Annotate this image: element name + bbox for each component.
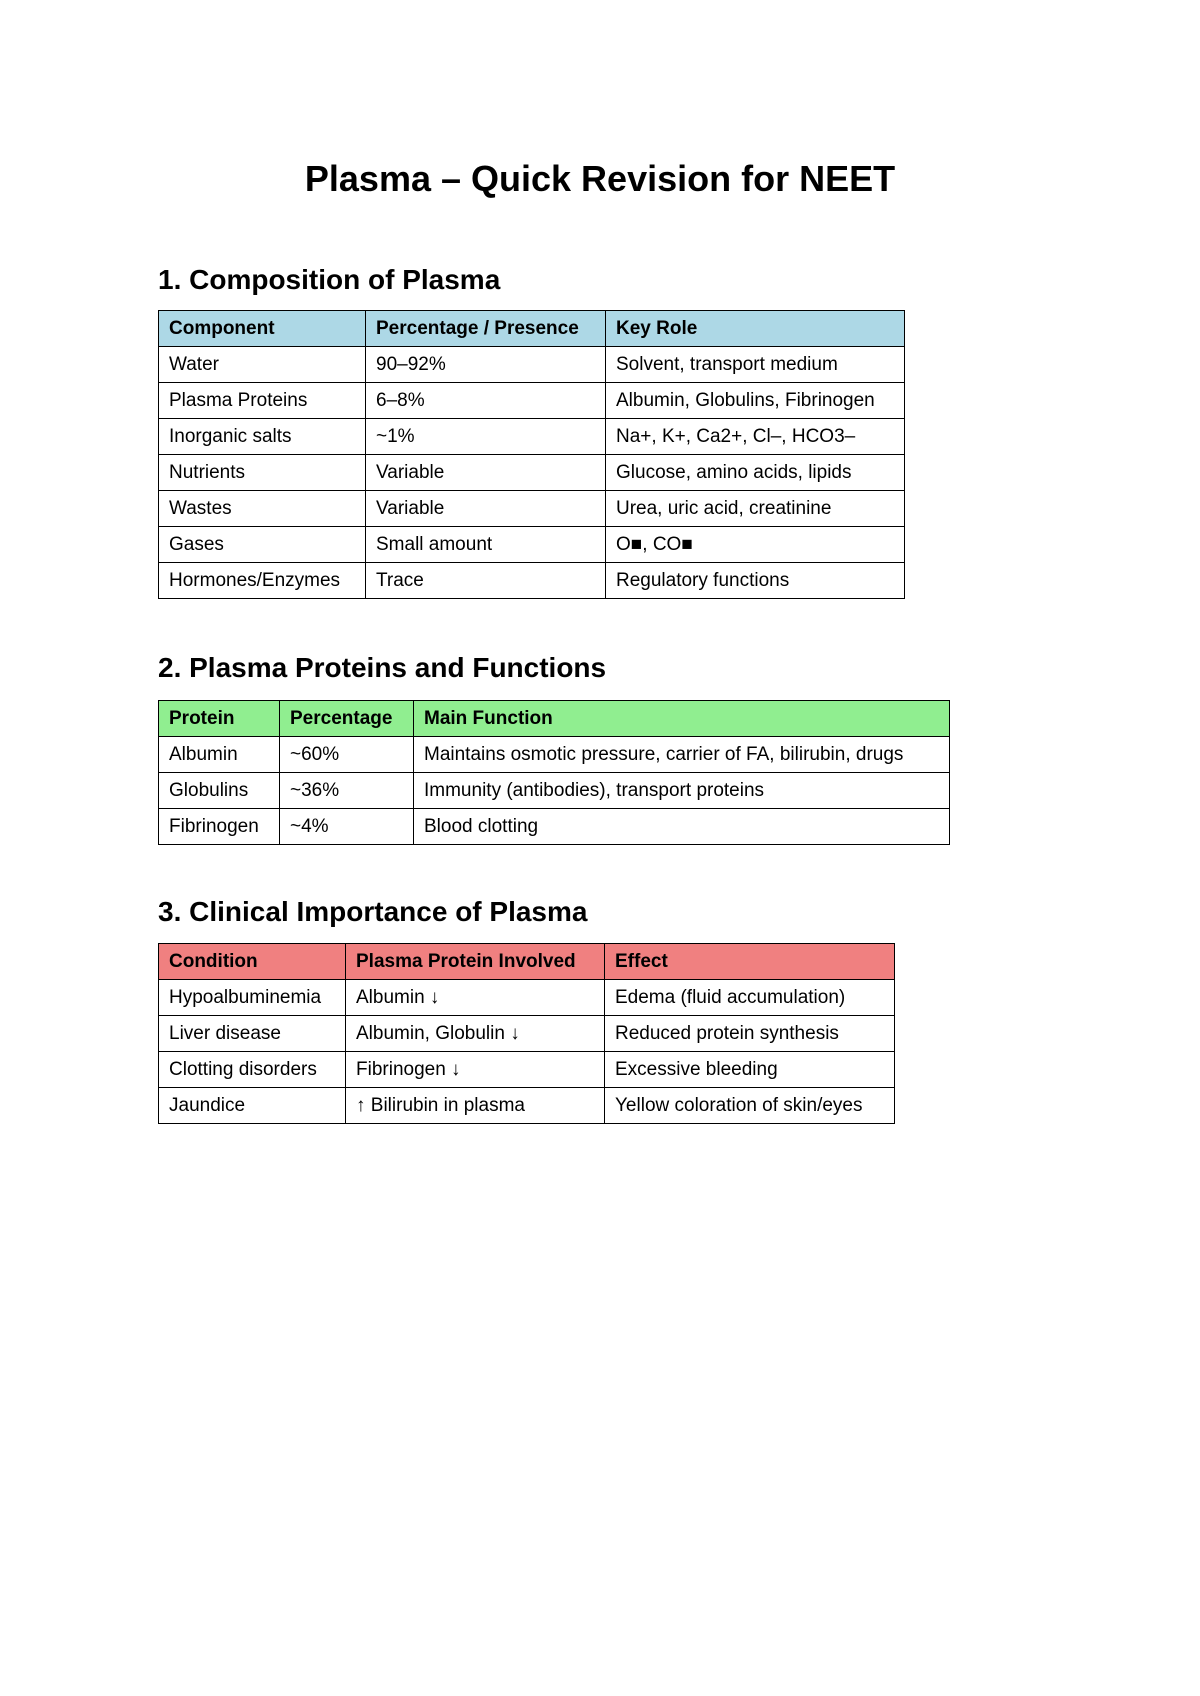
table-cell: ~36% [280, 773, 414, 809]
column-header: Percentage [280, 701, 414, 737]
table-row [159, 773, 950, 809]
table-cell: Fibrinogen [159, 809, 280, 845]
table-cell: Maintains osmotic pressure, carrier of FA, bilirubin, drugs [414, 737, 950, 773]
table-row [159, 419, 905, 455]
table-cell: Liver disease [159, 1016, 346, 1052]
table-cell: Na+, K+, Ca2+, Cl–, HCO3– [606, 419, 905, 455]
table-row [159, 527, 905, 563]
table-cell: Plasma Proteins [159, 383, 366, 419]
table-cell: Urea, uric acid, creatinine [606, 491, 905, 527]
section-heading-proteins: 2. Plasma Proteins and Functions [158, 652, 607, 683]
table-cell: Blood clotting [414, 809, 950, 845]
table-header-row [159, 701, 950, 737]
proteins-table [158, 700, 950, 845]
column-header: Percentage / Presence [366, 311, 606, 347]
composition-table [158, 310, 905, 599]
table-cell: ~4% [280, 809, 414, 845]
table-cell: Small amount [366, 527, 606, 563]
table-cell: Reduced protein synthesis [605, 1016, 895, 1052]
table-cell: ~60% [280, 737, 414, 773]
table-cell: Albumin, Globulins, Fibrinogen [606, 383, 905, 419]
table-cell: Water [159, 347, 366, 383]
table-cell: Globulins [159, 773, 280, 809]
column-header: Plasma Protein Involved [346, 944, 605, 980]
table-cell: Nutrients [159, 455, 366, 491]
table-cell: Excessive bleeding [605, 1052, 895, 1088]
table-cell: Immunity (antibodies), transport proteins [414, 773, 950, 809]
table-row [159, 383, 905, 419]
table-cell: Trace [366, 563, 606, 599]
table-cell: Gases [159, 527, 366, 563]
table-row [159, 455, 905, 491]
table-header-row [159, 311, 905, 347]
table-cell: Hormones/Enzymes [159, 563, 366, 599]
table-cell: ~1% [366, 419, 606, 455]
table-header-row [159, 944, 895, 980]
table-cell: Clotting disorders [159, 1052, 346, 1088]
table-cell: Variable [366, 491, 606, 527]
column-header: Component [159, 311, 366, 347]
table-cell: Solvent, transport medium [606, 347, 905, 383]
table-cell: Wastes [159, 491, 366, 527]
table-row [159, 1052, 895, 1088]
table-row [159, 563, 905, 599]
table-row [159, 980, 895, 1016]
column-header: Protein [159, 701, 280, 737]
table-cell: Albumin [159, 737, 280, 773]
table-cell: Variable [366, 455, 606, 491]
table-row [159, 347, 905, 383]
table-row [159, 809, 950, 845]
column-header: Main Function [414, 701, 950, 737]
table-cell: Albumin ↓ [346, 980, 605, 1016]
table-cell: O■, CO■ [606, 527, 905, 563]
table-cell: 6–8% [366, 383, 606, 419]
section-heading-composition: 1. Composition of Plasma [158, 264, 501, 295]
table-cell: Hypoalbuminemia [159, 980, 346, 1016]
table-cell: Yellow coloration of skin/eyes [605, 1088, 895, 1124]
table-row [159, 1088, 895, 1124]
table-cell: Regulatory functions [606, 563, 905, 599]
table-cell: 90–92% [366, 347, 606, 383]
page-title: Plasma – Quick Revision for NEET [304, 158, 896, 199]
table-cell: Inorganic salts [159, 419, 366, 455]
table-cell: Glucose, amino acids, lipids [606, 455, 905, 491]
table-cell: ↑ Bilirubin in plasma [346, 1088, 605, 1124]
table-row [159, 1016, 895, 1052]
section-heading-clinical: 3. Clinical Importance of Plasma [158, 896, 588, 927]
table-cell: Albumin, Globulin ↓ [346, 1016, 605, 1052]
column-header: Condition [159, 944, 346, 980]
clinical-table [158, 943, 895, 1124]
column-header: Effect [605, 944, 895, 980]
table-cell: Jaundice [159, 1088, 346, 1124]
table-cell: Fibrinogen ↓ [346, 1052, 605, 1088]
table-cell: Edema (fluid accumulation) [605, 980, 895, 1016]
table-row [159, 491, 905, 527]
table-row [159, 737, 950, 773]
column-header: Key Role [606, 311, 905, 347]
